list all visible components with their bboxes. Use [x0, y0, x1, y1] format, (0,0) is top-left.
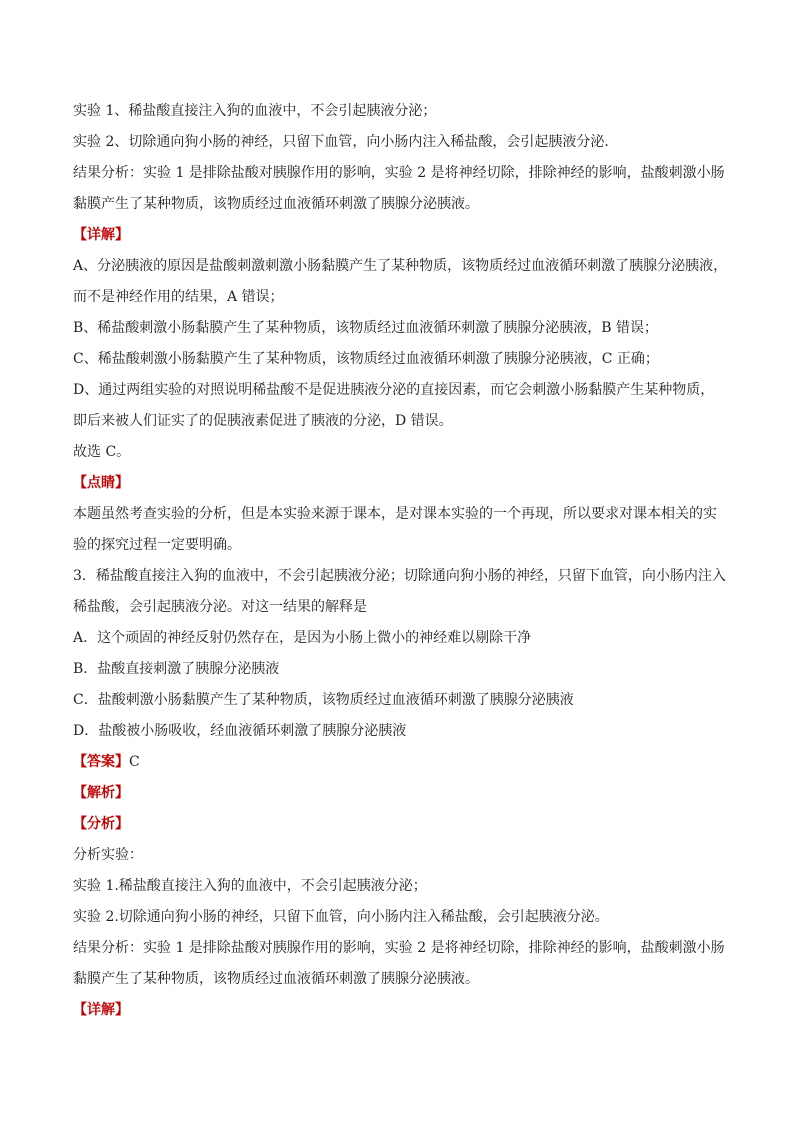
analysis-intro: 分析实验：: [73, 847, 143, 863]
option-d-explanation-line-2: 即后来被人们证实了的促胰液素促进了胰液的分泌，D 错误。: [73, 413, 453, 429]
key-point-line-2: 验的探究过程一定要明确。: [73, 537, 241, 553]
result-analysis-line-2: 黏膜产生了某种物质，该物质经过血液循环刺激了胰腺分泌胰液。: [73, 196, 479, 212]
explanation-heading: 【解析】: [73, 785, 129, 801]
question-3-line-1: 3．稀盐酸直接注入狗的血液中，不会引起胰液分泌；切除通向狗小肠的神经，只留下血管，向小肠内注入: [73, 568, 726, 584]
choice-conclusion: 故选 C。: [73, 444, 131, 460]
analysis-heading: 【分析】: [73, 816, 129, 832]
experiment-2-text: 实验 2、切除通向狗小肠的神经，只留下血管，向小肠内注入稀盐酸，会引起胰液分泌．: [73, 134, 619, 150]
analysis-experiment-2: 实验 2.切除通向狗小肠的神经，只留下血管，向小肠内注入稀盐酸，会引起胰液分泌。: [73, 909, 609, 925]
answer-value: C: [129, 754, 140, 770]
question-option-a: A．这个顽固的神经反射仍然存在，是因为小肠上微小的神经难以剔除干净: [73, 630, 532, 646]
question-option-c: C．盐酸刺激小肠黏膜产生了某种物质，该物质经过血液循环刺激了胰腺分泌胰液: [73, 692, 574, 708]
experiment-1-text: 实验 1、稀盐酸直接注入狗的血液中，不会引起胰液分泌；: [73, 103, 437, 119]
key-point-line-1: 本题虽然考查实验的分析，但是本实验来源于课本，是对课本实验的一个再现，所以要求对课本相关的实: [73, 506, 717, 522]
question-3-line-2: 稀盐酸，会引起胰液分泌。对这一结果的解释是: [73, 599, 367, 615]
question-option-d: D．盐酸被小肠吸收，经血液循环刺激了胰腺分泌胰液: [73, 723, 407, 739]
key-point-heading: 【点睛】: [73, 475, 129, 491]
option-d-explanation-line-1: D、通过两组实验的对照说明稀盐酸不是促进胰液分泌的直接因素，而它会刺激小肠黏膜产生某种物质，: [73, 382, 715, 398]
option-c-explanation: C、稀盐酸刺激小肠黏膜产生了某种物质，该物质经过血液循环刺激了胰腺分泌胰液，C 正确；: [73, 351, 659, 367]
option-a-explanation-line-2: 而不是神经作用的结果，A 错误；: [73, 289, 284, 305]
answer-row: [73, 747, 721, 778]
result-analysis-line-1: 结果分析：实验 1 是排除盐酸对胰腺作用的影响，实验 2 是将神经切除，排除神经的影响，盐酸刺激小肠: [73, 165, 725, 181]
document-body: [73, 96, 728, 1026]
detail-heading: 【详解】: [73, 227, 129, 243]
detail-heading-2: 【详解】: [73, 1002, 129, 1018]
option-a-explanation-line-1: A、分泌胰液的原因是盐酸刺激刺激小肠黏膜产生了某种物质，该物质经过血液循环刺激了胰腺分泌胰液，: [73, 258, 728, 274]
option-b-explanation: B、稀盐酸刺激小肠黏膜产生了某种物质，该物质经过血液循环刺激了胰腺分泌胰液，B 错误；: [73, 320, 659, 336]
answer-heading: 【答案】: [73, 754, 129, 770]
analysis-result-line-1: 结果分析：实验 1 是排除盐酸对胰腺作用的影响，实验 2 是将神经切除，排除神经的影响，盐酸刺激小肠: [73, 940, 725, 956]
analysis-result-line-2: 黏膜产生了某种物质，该物质经过血液循环刺激了胰腺分泌胰液。: [73, 971, 479, 987]
analysis-experiment-1: 实验 1.稀盐酸直接注入狗的血液中，不会引起胰液分泌；: [73, 878, 427, 894]
question-option-b: B．盐酸直接刺激了胰腺分泌胰液: [73, 661, 280, 677]
